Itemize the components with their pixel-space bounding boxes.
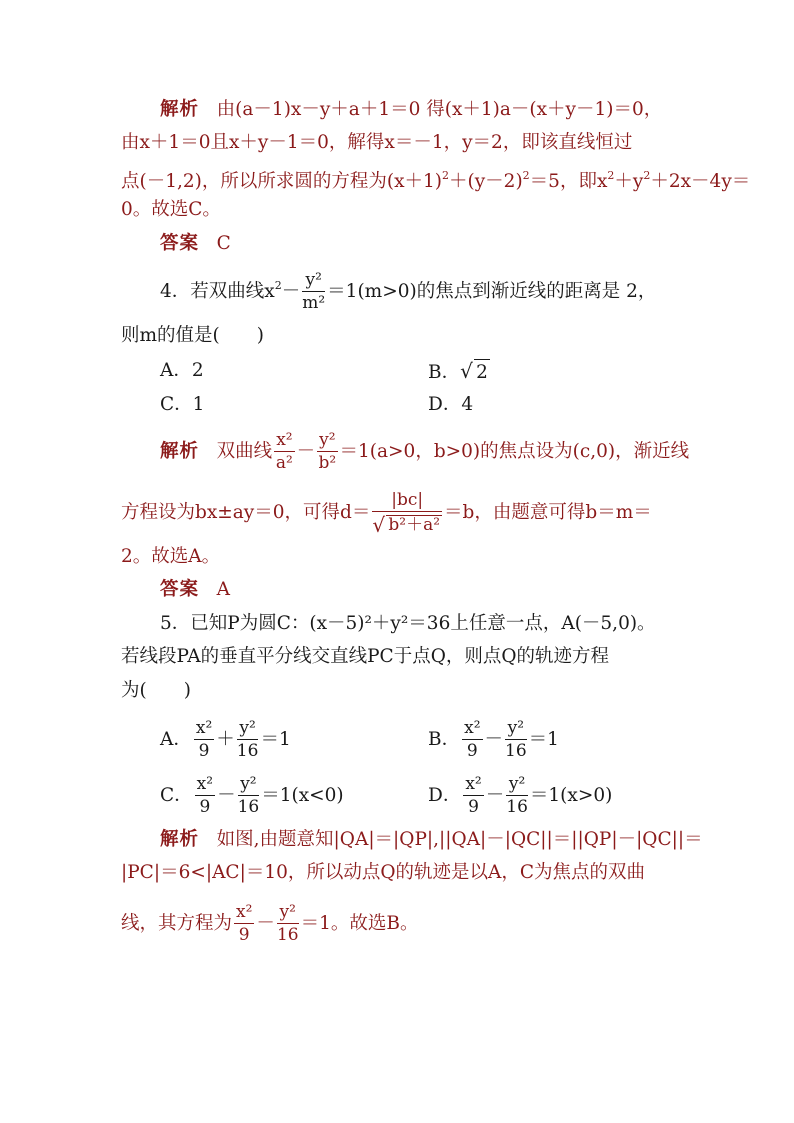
frac-den: 16 [236, 741, 259, 761]
frac-num: x² [196, 774, 214, 794]
solution3-text3c: ＋(y－2) [449, 171, 523, 192]
frac-den: m² [302, 293, 326, 313]
minus-sign: － [256, 913, 275, 934]
frac-num: y² [319, 430, 336, 450]
solution5-line1 [160, 828, 703, 852]
radicand: 2 [474, 359, 490, 385]
radical-icon: √ [460, 359, 473, 383]
solution4-line1 [160, 432, 689, 472]
frac-den: 16 [276, 925, 299, 945]
frac-num: |bc| [372, 492, 442, 512]
q4-option-c: C．1 [160, 394, 205, 415]
frac-den: a² [275, 453, 293, 473]
q4-stem-a: 4．若双曲线x [160, 281, 275, 302]
answer3 [160, 232, 231, 256]
fraction [277, 904, 299, 944]
solution3-line2: 由x＋1＝0且x＋y－1＝0，解得x＝－1，y＝2，即该直线恒过 [121, 132, 633, 153]
frac-den: 9 [238, 925, 250, 945]
solution4-line3: 2。故选A。 [121, 546, 221, 567]
sup: 2 [607, 169, 615, 182]
solution-label: 解析 [160, 829, 200, 850]
sup: 2 [643, 169, 651, 182]
operator: － [485, 785, 505, 806]
solution4-text-c: 方程设为bx±ay＝0，可得d＝ [121, 502, 371, 523]
answer4 [160, 578, 230, 602]
fraction [463, 776, 483, 816]
solution5-line3 [121, 904, 418, 944]
sup: 2 [274, 279, 282, 292]
solution-label: 解析 [160, 99, 200, 120]
frac-den: 16 [506, 797, 528, 817]
option-label: B． [428, 729, 461, 750]
operator: － [217, 785, 236, 806]
question5-stem-line3: 为( ) [121, 680, 191, 701]
q4-option-b [428, 359, 490, 385]
frac-num: y² [237, 720, 259, 740]
fraction [274, 432, 294, 472]
frac-num: y² [505, 720, 527, 740]
q4-minus: － [281, 281, 301, 302]
frac-num: y² [277, 904, 299, 924]
option-label: C． [160, 785, 193, 806]
fraction [238, 776, 260, 816]
q5-option-b [428, 720, 559, 760]
solution3-text3i: ＋2x－4y＝ [650, 171, 751, 192]
option-tail: ＝1(x<0) [261, 785, 344, 806]
solution3-text3e: ＝5，即x [529, 171, 608, 192]
solution3-text3g: ＋y [614, 171, 644, 192]
fraction [372, 490, 442, 537]
frac-den: 9 [199, 797, 211, 817]
question4-stem-line1 [160, 272, 656, 312]
solution3-line4: 0。故选C。 [121, 199, 221, 220]
answer-value: C [216, 233, 231, 254]
q4-option-a: A．2 [160, 360, 204, 381]
fraction [505, 720, 527, 760]
radical-icon: √ [372, 513, 386, 537]
fraction [302, 272, 325, 312]
fraction [237, 720, 259, 760]
frac-num: y² [302, 272, 325, 292]
frac-den: 16 [505, 741, 527, 761]
sqrt-symbol [460, 359, 490, 385]
solution5-text3b: ＝1。故选B。 [300, 913, 419, 934]
q5-option-a [160, 720, 291, 760]
frac-num: y² [506, 776, 528, 796]
frac-den-sqrt [372, 512, 442, 537]
solution5-line2: |PC|＝6<|AC|＝10，所以动点Q的轨迹是以A，C为焦点的双曲 [121, 862, 646, 883]
answer-label: 答案 [160, 233, 200, 254]
frac-den: 9 [198, 741, 210, 761]
frac-num: x² [276, 430, 293, 450]
solution-label: 解析 [160, 441, 200, 462]
frac-num: x² [464, 718, 481, 738]
sup: 2 [522, 169, 530, 182]
solution4-line2 [121, 490, 652, 537]
q4-option-d: D．4 [428, 394, 474, 415]
answer-label: 答案 [160, 579, 200, 600]
frac-den: 9 [468, 797, 479, 817]
sqrt-symbol [372, 513, 442, 537]
solution5-text3a: 线，其方程为 [121, 913, 233, 934]
q4-option-b-label: B． [428, 362, 461, 383]
solution3-text3a: 点(－1,2)，所以所求圆的方程为(x＋1) [121, 171, 442, 192]
solution5-text1: 如图,由题意知|QA|＝|QP|,||QA|－|QC||＝||QP|－|QC||＝ [216, 829, 703, 850]
fraction [506, 776, 528, 816]
frac-den: 9 [466, 741, 478, 761]
solution3-line3 [121, 164, 750, 194]
frac-den: b² [318, 453, 337, 473]
fraction [462, 720, 482, 760]
minus-sign: － [296, 441, 316, 462]
solution4-text-a: 双曲线 [216, 441, 273, 462]
solution3-line1 [160, 98, 662, 122]
answer-value: A [216, 579, 231, 600]
radicand: b²＋a² [388, 515, 441, 535]
q4-stem-b: ＝1(m>0)的焦点到渐近线的距离是 2， [327, 281, 657, 302]
solution3-text1: 由(a－1)x－y＋a＋1＝0 得(x＋1)a－(x＋y－1)＝0， [216, 99, 663, 120]
option-label: D． [428, 785, 462, 806]
option-tail: ＝1 [260, 729, 291, 750]
fraction [234, 904, 254, 944]
option-tail: ＝1(x>0) [529, 785, 613, 806]
option-label: A． [160, 729, 192, 750]
question5-stem-line1: 5．已知P为圆C：(x－5)²＋y²＝36上任意一点，A(－5,0)。 [160, 613, 656, 634]
fraction [194, 720, 214, 760]
fraction [317, 432, 337, 472]
frac-den: 16 [237, 797, 260, 817]
operator: ＋ [216, 729, 235, 750]
frac-num: y² [238, 776, 260, 796]
frac-num: x² [236, 902, 253, 922]
solution4-text-d: ＝b，由题意可得b＝m＝ [444, 502, 652, 523]
solution4-text-b: ＝1(a>0，b>0)的焦点设为(c,0)，渐近线 [339, 441, 690, 462]
q5-option-c [160, 776, 344, 816]
q5-option-d [428, 776, 612, 816]
frac-num: x² [195, 718, 213, 738]
option-tail: ＝1 [528, 729, 559, 750]
question4-stem-line2: 则m的值是( ) [121, 325, 264, 346]
operator: － [484, 729, 504, 750]
fraction [195, 776, 215, 816]
frac-num: x² [465, 774, 482, 794]
question5-stem-line2: 若线段PA的垂直平分线交直线PC于点Q，则点Q的轨迹方程 [121, 646, 610, 667]
sup: 2 [442, 169, 449, 182]
